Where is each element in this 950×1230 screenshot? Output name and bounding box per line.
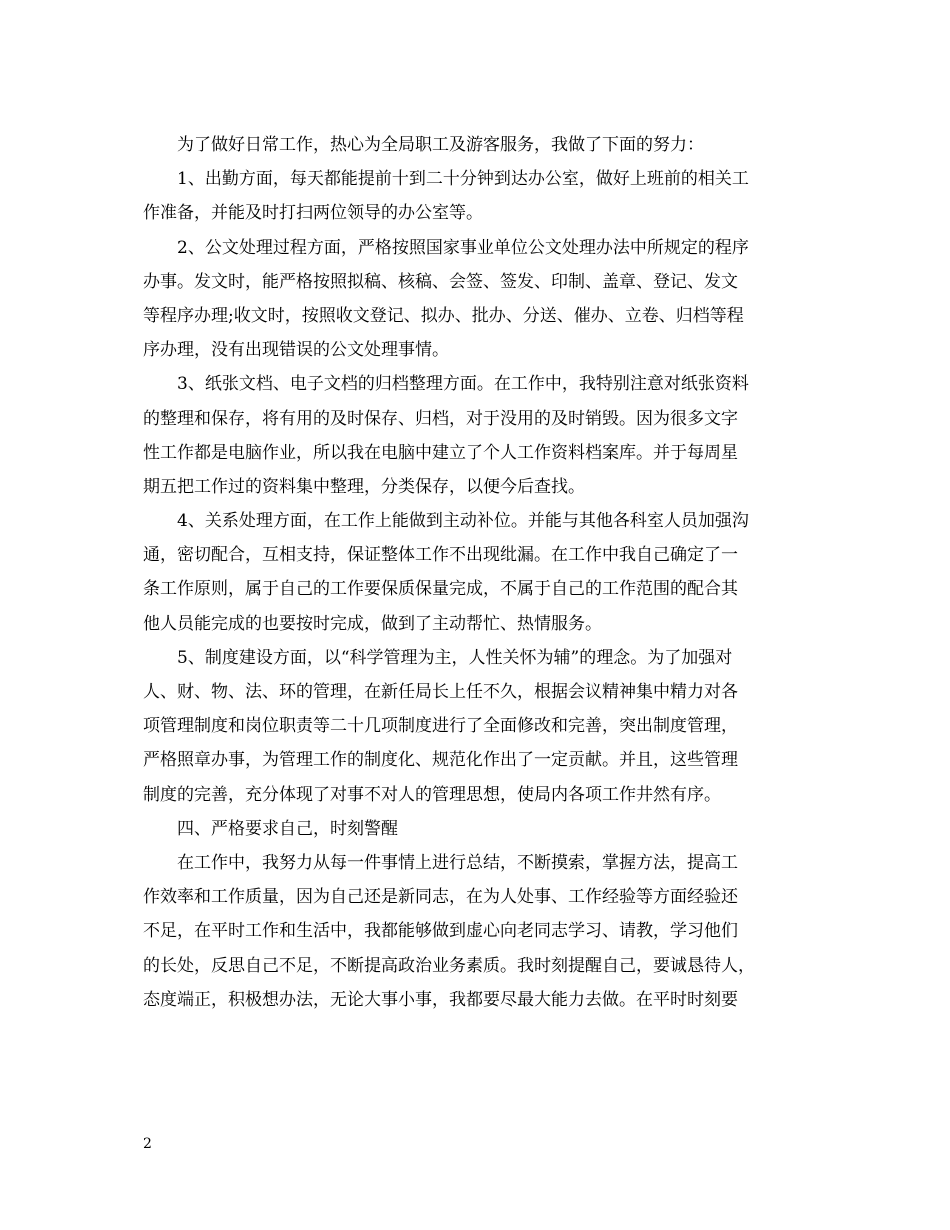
body-text: [143, 128, 803, 1017]
text-line: 项管理制度和岗位职责等二十几项制度进行了全面修改和完善，突出制度管理，: [143, 716, 738, 737]
text-line: 为了做好日常工作，热心为全局职工及游客服务，我做了下面的努力：: [177, 135, 704, 155]
text-line: 人、财、物、法、环的管理，在新任局长上任不久，根据会议精神集中精力对各: [143, 682, 738, 702]
text-line: 4、关系处理方面，在工作上能做到主动补位。并能与其他各科室人员加强沟: [177, 511, 749, 532]
page-number: 2: [143, 1136, 152, 1152]
text-line: 他人员能完成的也要按时完成，做到了主动帮忙、热情服务。: [143, 613, 602, 634]
paragraph: [143, 128, 803, 162]
text-line: 等程序办理;收文时，按照收文登记、拟办、批办、分送、催办、立卷、归档等程: [143, 305, 744, 326]
text-line: 的整理和保存，将有用的及时保存、归档，对于没用的及时销毁。因为很多文字: [143, 408, 738, 429]
paragraph: [143, 846, 803, 1017]
text-line: 2、公文处理过程方面，严格按照国家事业单位公文处理办法中所规定的程序: [177, 237, 749, 258]
paragraph: [143, 812, 803, 846]
text-line: 四、严格要求自己，时刻警醒: [177, 818, 398, 839]
text-line: 严格照章办事，为管理工作的制度化、规范化作出了一定贡献。并且，这些管理: [143, 750, 738, 771]
paragraph: [143, 367, 803, 504]
text-line: 在工作中，我努力从每一件事情上进行总结，不断摸索，掌握方法，提高工: [177, 852, 738, 873]
text-line: 1、出勤方面，每天都能提前十到二十分钟到达办公室，做好上班前的相关工: [177, 169, 749, 190]
text-line: 性工作都是电脑作业，所以我在电脑中建立了个人工作资料档案库。并于每周星: [143, 442, 738, 463]
paragraph: [143, 162, 803, 230]
paragraph: [143, 504, 803, 641]
text-line: 不足，在平时工作和生活中，我都能够做到虚心向老同志学习、请教，学习他们: [143, 921, 738, 942]
text-line: 作准备，并能及时打扫两位领导的办公室等。: [143, 203, 483, 224]
text-line: 态度端正，积极想办法，无论大事小事，我都要尽最大能力去做。在平时时刻要: [143, 989, 738, 1010]
text-line: 期五把工作过的资料集中整理，分类保存，以便今后查找。: [143, 476, 585, 497]
text-line: 3、纸张文档、电子文档的归档整理方面。在工作中，我特别注意对纸张资料: [177, 374, 749, 395]
text-line: 制度的完善，充分体现了对事不对人的管理思想，使局内各项工作井然有序。: [143, 784, 721, 805]
paragraph: [143, 231, 803, 368]
text-line: 办事。发文时，能严格按照拟稿、核稿、会签、签发、印制、盖章、登记、发文: [143, 271, 738, 292]
text-line: 的长处，反思自己不足，不断提高政治业务素质。我时刻提醒自己，要诚恳待人，: [143, 955, 755, 976]
paragraph: [143, 641, 803, 812]
text-line: 条工作原则，属于自己的工作要保质保量完成，不属于自己的工作范围的配合其: [143, 579, 738, 600]
text-line: 序办理，没有出现错误的公文处理事情。: [143, 340, 449, 361]
text-line: 通，密切配合，互相支持，保证整体工作不出现纰漏。在工作中我自己确定了一: [143, 545, 738, 566]
text-line: 5、制度建设方面，以“科学管理为主，人性关怀为辅”的理念。为了加强对: [177, 647, 733, 668]
text-line: 作效率和工作质量，因为自己还是新同志，在为人处事、工作经验等方面经验还: [143, 887, 738, 908]
